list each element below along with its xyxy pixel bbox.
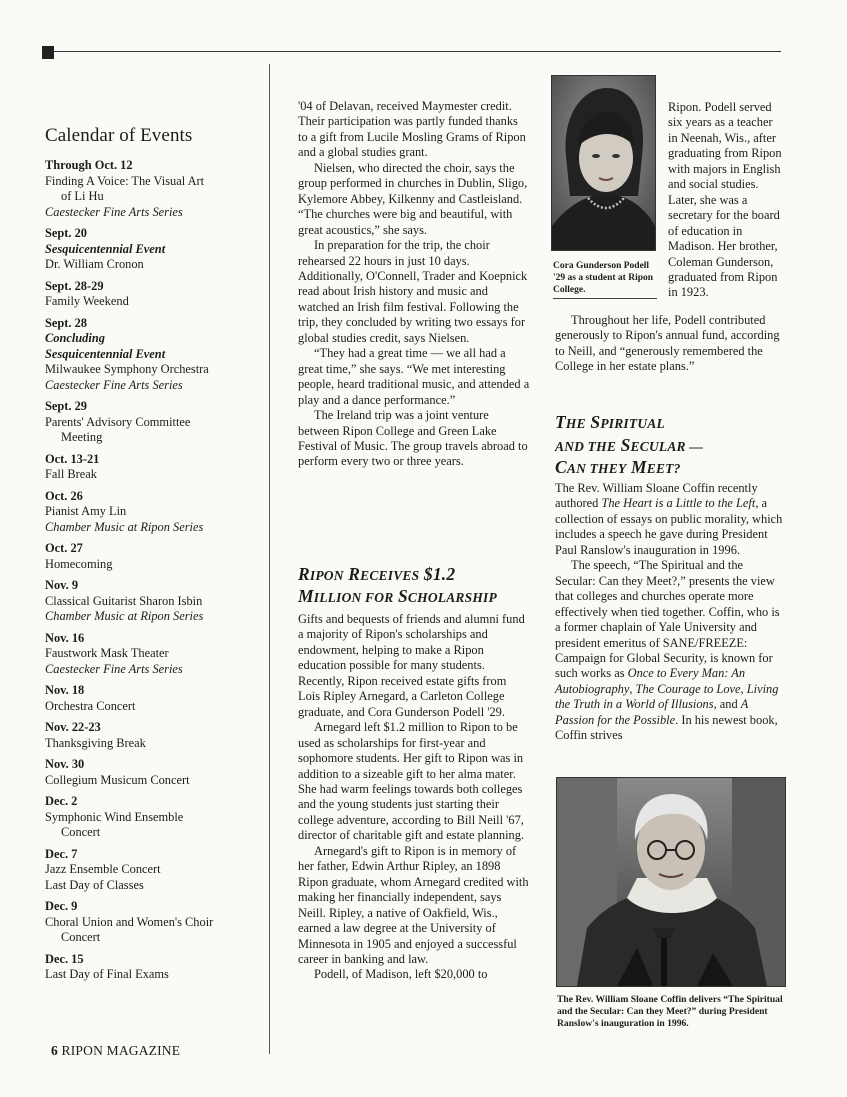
paragraph: Arnegard left $1.2 million to Ripon to be used as scholarships for first-year and sophomore students. Her gift to Ripon was in addition to a sizeable gift to her alma mater. She had warm feelings towards both colleges and the young students just starting their college adventure, according to Bill Neill '67, director of charitable gift and estate planning. [298,720,525,843]
paragraph: “They had a great time — we all had a great time,” she says. “We met interesting people, heard traditional music, and attended a play and a dance performance.” [298,346,530,407]
headline-spiritual-secular: THE SPIRITUAL AND THE SECULAR — CAN THEY MEET? [555,412,704,477]
calendar-event-list [45,158,265,983]
paragraph: Ripon. Podell served six years as a teacher in Neenah, Wis., after graduating from Ripon with majors in English and social studies. Later, she was a secretary for the board of education in Madison. Her brother, Coleman Gunderson, graduated from Ripon in 1923. [668,100,782,300]
event-description: Concert [61,825,101,839]
event-series: Chamber Music at Ripon Series [45,609,204,623]
article-podell-side [668,100,783,301]
event-date: Dec. 9 [45,899,78,913]
article-scholarship-body [298,612,530,983]
event-series: Caestecker Fine Arts Series [45,377,183,392]
event-description: Thanksgiving Break [45,735,146,750]
calendar-event [45,631,265,678]
portrait-photo-graphic [552,76,655,250]
paragraph: Nielsen, who directed the choir, says the group performed in churches in Dublin, Sligo, Kylemore Abbey, Kilkenny and Castleisland. “The churches were big and beautiful, with great acoustics,” she says. [298,160,528,237]
event-special: Sesquicentennial Event [45,241,166,256]
paragraph: The Rev. William Sloane Coffin recently authored The Heart is a Little to the Left, a collection of essays on public morality, which includes a speech he gave during President Paul Ranslow's inauguration in 1996. [555,481,783,557]
event-description: Pianist Amy Lin [45,504,127,518]
header-rule [54,51,781,52]
event-series: Chamber Music at Ripon Series [45,519,204,534]
event-description: Concert [61,930,101,944]
event-description: of Li Hu [61,189,104,203]
photo-william-sloane-coffin [556,777,786,987]
event-date: Oct. 13-21 [45,451,100,466]
event-description: Choral Union and Women's Choir [45,914,214,929]
calendar-event [45,757,265,788]
event-date: Nov. 30 [45,757,85,771]
calendar-sidebar [45,125,265,989]
event-description: Collegium Musicum Concert [45,772,190,787]
calendar-event [45,541,265,572]
calendar-event [45,952,265,983]
calendar-event [45,399,265,446]
event-date: Sept. 20 [45,226,87,240]
paragraph: The Ireland trip was a joint venture between Ripon College and Green Lake Festival of Music. The group travels abroad to perform every two or three years. [298,408,528,469]
column-divider [269,64,270,1054]
event-date: Nov. 18 [45,683,85,697]
calendar-event [45,489,265,536]
magazine-name: RIPON MAGAZINE [61,1043,181,1058]
page-number: 6 [51,1043,58,1058]
event-description: Finding A Voice: The Visual Art [45,173,205,188]
article-podell-end [555,313,783,375]
event-special: Concluding [45,331,105,345]
calendar-event [45,578,265,625]
event-description: Parents' Advisory Committee [45,414,191,429]
event-date: Sept. 29 [45,399,87,413]
event-date: Oct. 26 [45,488,83,503]
event-description: Faustwork Mask Theater [45,646,169,660]
event-description: Meeting [61,430,103,444]
event-date: Sept. 28 [45,315,87,330]
calendar-event [45,794,265,841]
header-square-ornament [42,46,54,59]
event-description: Milwaukee Symphony Orchestra [45,362,209,376]
event-description: Jazz Ensemble Concert [45,862,161,876]
event-series: Caestecker Fine Arts Series [45,204,183,219]
headline-scholarship: RIPON RECEIVES $1.2 MILLION FOR SCHOLARSHIP [298,564,497,606]
calendar-event [45,226,265,273]
event-description: Last Day of Classes [45,877,144,892]
event-date: Sept. 28-29 [45,278,104,293]
article-coffin-body [555,481,783,744]
paragraph: In preparation for the trip, the choir rehearsed 22 hours in just 10 days. Additionally, O'Connell, Trader and Koepnick read about Irish history and music and watched an Irish film festival. Following the trip, they concluded by writing two essays for global studies credit, says Nielsen. [298,238,528,345]
event-date: Nov. 22-23 [45,720,101,734]
paragraph: Gifts and bequests of friends and alumni fund a majority of Ripon's scholarships and endowment, helping to make a Ripon education possible for many students. Recently, Ripon received estate gifts from Lois Ripley Arnegard, a Carleton College graduate, and Cora Gunderson Podell '29. [298,612,525,719]
article-ireland-continued [298,99,530,470]
portrait-photo-cora-podell [551,75,656,251]
event-description: Last Day of Final Exams [45,967,169,981]
calendar-event [45,899,265,946]
event-description: Family Weekend [45,294,129,308]
event-date: Oct. 27 [45,541,83,555]
calendar-title: Calendar of Events [45,125,193,146]
event-series: Caestecker Fine Arts Series [45,661,183,676]
calendar-event [45,847,265,894]
event-description: Homecoming [45,556,113,571]
calendar-event [45,720,265,751]
event-description: Orchestra Concert [45,698,136,713]
coffin-photo-graphic [557,778,785,986]
calendar-event [45,279,265,310]
event-date: Nov. 9 [45,578,79,592]
photo2-caption: The Rev. William Sloane Coffin delivers “The Spiritual and the Secular: Can they Meet?” during President Ranslow's inauguration in 1996. [557,994,783,1029]
photo1-caption: Cora Gunderson Podell '29 as a student at Ripon College. [553,261,654,295]
event-date: Nov. 16 [45,630,85,645]
calendar-event [45,158,265,220]
paragraph: Arnegard's gift to Ripon is in memory of her father, Edwin Arthur Ripley, an 1898 Ripon graduate, whom Arnegard credited with making her financially independent, says Neill. Ripley, a native of Oakfield, Wis., earned a law degree at the University of Minnesota in 1905 and enjoyed a successful career in banking and law. [298,843,529,966]
page-footer [51,1043,180,1059]
paragraph: Podell, of Madison, left $20,000 to [314,967,488,982]
paragraph: Throughout her life, Podell contributed generously to Ripon's annual fund, according to Neill, and “generously remembered the College in her estate plans.” [555,313,780,374]
event-date: Dec. 7 [45,846,78,861]
event-description: Symphonic Wind Ensemble [45,809,184,824]
event-date: Dec. 15 [45,951,84,966]
event-description: Classical Guitarist Sharon Isbin [45,593,203,608]
paragraph: The speech, “The Spiritual and the Secular: Can they Meet?,” presents the view that colleges and churches operate more effectively when tied together. Coffin, who is a former chaplain of Yale University and president emeritus of SANE/FREEZE: Campaign for Global Security, is known for such works as Once to Every Man: An Autobiography, The Courage to Love, Living the Truth in a World of Illusions, and A Passion for the Possible. In his newest book, Coffin strives [555,558,780,743]
calendar-event [45,452,265,483]
event-date: Dec. 2 [45,794,78,808]
caption-rule [553,298,657,299]
event-special: Sesquicentennial Event [45,346,166,361]
paragraph: '04 of Delavan, received Maymester credit. Their participation was partly funded thanks to a gift from Lucile Mosling Grams of Ripon and a global studies grant. [298,99,526,160]
event-description: Fall Break [45,467,97,481]
calendar-event [45,316,265,394]
calendar-event [45,683,265,714]
event-description: Dr. William Cronon [45,257,144,271]
event-date: Through Oct. 12 [45,158,133,172]
